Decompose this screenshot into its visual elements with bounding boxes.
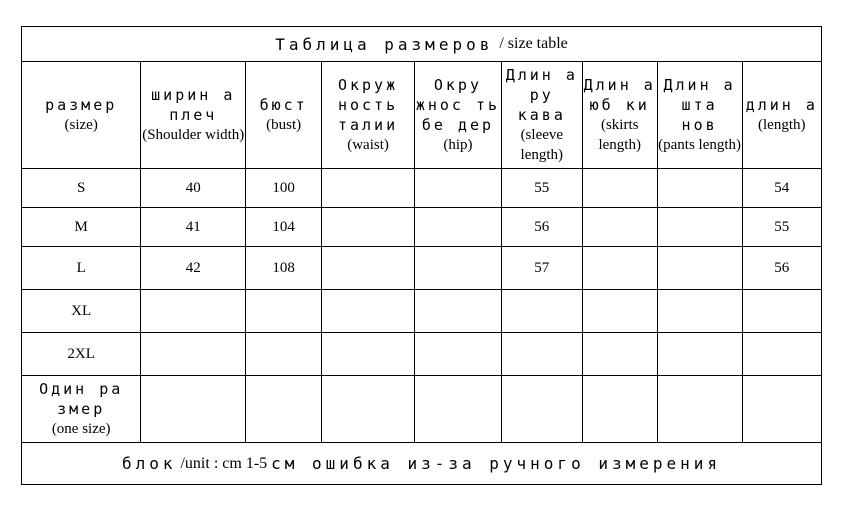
table-cell <box>141 290 246 333</box>
table-cell <box>657 247 742 290</box>
table-cell <box>501 376 582 443</box>
table-row <box>22 247 821 290</box>
table-row <box>22 290 821 333</box>
table-row <box>22 208 821 247</box>
table-cell: 57 <box>501 247 582 290</box>
footer-en-unit: /unit : cm 1-5 <box>180 454 268 472</box>
row-size-label: M <box>22 208 141 247</box>
header-shoulder: ширин а плеч (Shoulder width) <box>141 62 246 169</box>
header-pants: Длин а шта нов (pants length) <box>657 62 742 169</box>
table-cell <box>414 247 501 290</box>
table-cell <box>141 333 246 376</box>
table-cell <box>246 376 322 443</box>
row-size-label: S <box>22 169 141 208</box>
table-cell: 55 <box>742 208 821 247</box>
table-cell <box>322 333 415 376</box>
header-length: длин а (length) <box>742 62 821 169</box>
table-cell: 55 <box>501 169 582 208</box>
table-cell <box>657 290 742 333</box>
table-footer <box>22 442 821 484</box>
title-ru: Таблица размеров <box>275 34 494 54</box>
row-size-label: XL <box>22 290 141 333</box>
table-cell <box>414 376 501 443</box>
table-cell <box>582 208 657 247</box>
header-row <box>22 62 821 169</box>
table-cell <box>501 333 582 376</box>
table-title <box>22 27 821 62</box>
table-cell <box>322 208 415 247</box>
table-cell <box>582 247 657 290</box>
table-cell <box>141 376 246 443</box>
footer-ru-note: см ошибка из-за ручного измерения <box>271 454 722 473</box>
header-waist: Окруж ность талии (waist) <box>322 62 415 169</box>
table-row <box>22 333 821 376</box>
header-size: размер (size) <box>22 62 141 169</box>
table-cell <box>322 376 415 443</box>
table-cell <box>414 208 501 247</box>
table-cell <box>414 333 501 376</box>
header-sleeve: Длин а ру кава (sleeve length) <box>501 62 582 169</box>
row-size-label: L <box>22 247 141 290</box>
table-cell: 56 <box>501 208 582 247</box>
table-cell <box>582 169 657 208</box>
table-cell <box>322 290 415 333</box>
header-bust: бюст (bust) <box>246 62 322 169</box>
size-table-frame <box>21 26 822 485</box>
table-cell <box>657 208 742 247</box>
table-cell <box>742 290 821 333</box>
table-cell <box>246 333 322 376</box>
header-hip: Окру жнос ть бе дер (hip) <box>414 62 501 169</box>
table-cell <box>322 169 415 208</box>
table-cell <box>742 376 821 443</box>
table-cell: 100 <box>246 169 322 208</box>
row-size-label: Один ра змер (one size) <box>22 376 141 443</box>
table-row <box>22 169 821 208</box>
table-cell: 41 <box>141 208 246 247</box>
table-cell <box>322 247 415 290</box>
table-cell <box>414 290 501 333</box>
table-cell: 56 <box>742 247 821 290</box>
table-cell <box>501 290 582 333</box>
footer-ru-unit: блок <box>121 454 177 473</box>
table-cell <box>246 290 322 333</box>
table-cell: 108 <box>246 247 322 290</box>
table-cell <box>414 169 501 208</box>
table-cell: 104 <box>246 208 322 247</box>
table-cell <box>657 169 742 208</box>
table-cell <box>582 333 657 376</box>
table-cell: 54 <box>742 169 821 208</box>
table-cell <box>582 376 657 443</box>
table-cell: 40 <box>141 169 246 208</box>
table-row <box>22 376 821 443</box>
table-cell <box>657 333 742 376</box>
row-size-label: 2XL <box>22 333 141 376</box>
title-en: / size table <box>499 35 568 52</box>
table-cell: 42 <box>141 247 246 290</box>
table-cell <box>582 290 657 333</box>
header-skirts: Длин а юб ки (skirts length) <box>582 62 657 169</box>
size-table <box>22 61 821 443</box>
table-cell <box>657 376 742 443</box>
table-cell <box>742 333 821 376</box>
